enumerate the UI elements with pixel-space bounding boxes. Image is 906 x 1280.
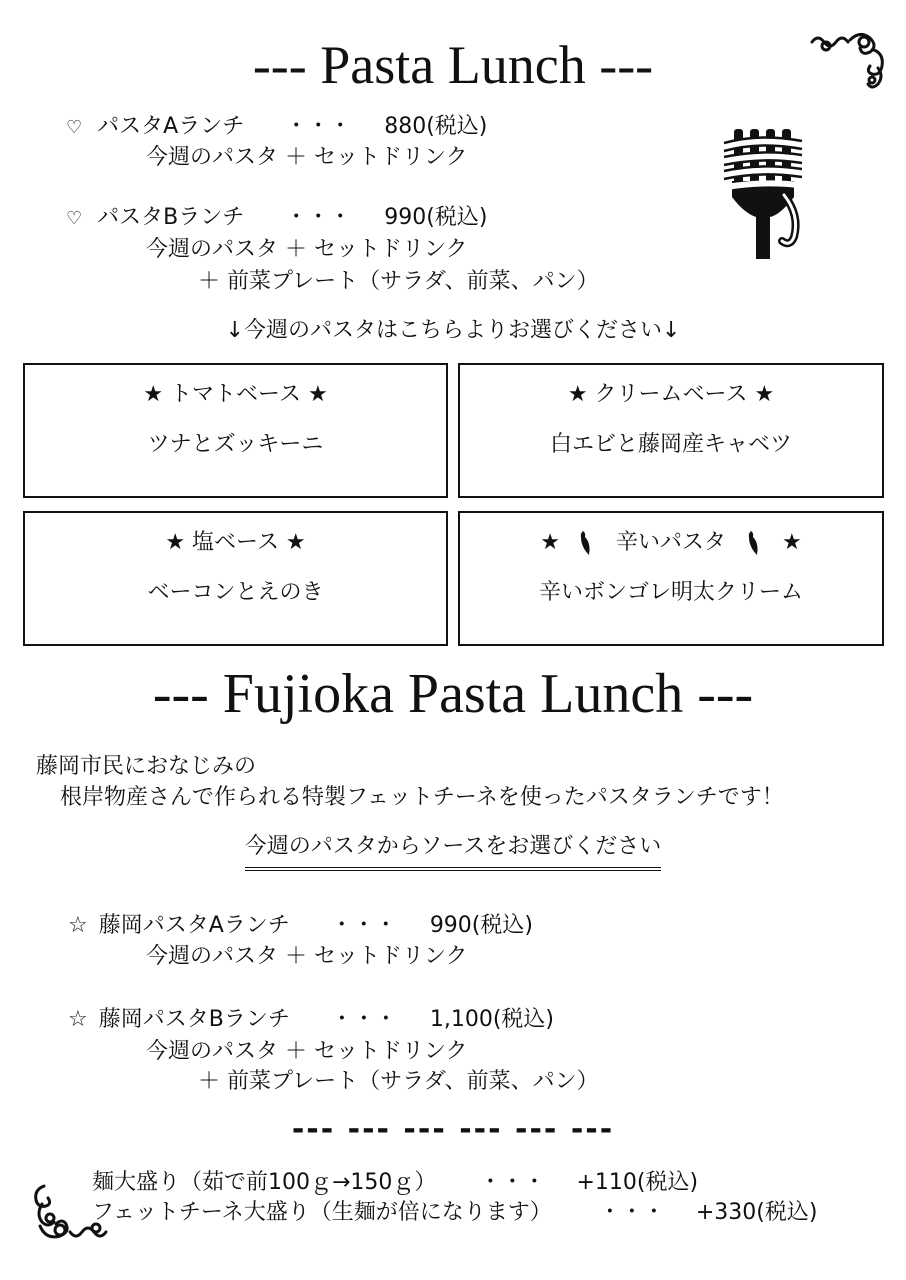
box-heading: [460, 525, 882, 557]
chili-pepper-icon: [745, 529, 765, 557]
option-dots: ・・・: [479, 1170, 546, 1195]
option-noodle-large: [92, 1168, 698, 1198]
item-price: 880(税込): [384, 114, 488, 139]
menu-item-desc: ＋ 前菜プレート（サラダ、前菜、パン）: [198, 269, 599, 294]
item-price: 990(税込): [384, 205, 488, 230]
menu-item-desc: 今週のパスタ ＋ セットドリンク: [146, 237, 468, 262]
menu-item-fujioka-a: [68, 911, 533, 941]
menu-item-desc: 今週のパスタ ＋ セットドリンク: [146, 1039, 468, 1064]
menu-item-pasta-a: [66, 112, 487, 143]
item-dots: ・・・: [285, 114, 352, 139]
fork-with-pasta-icon: [720, 125, 810, 265]
choose-pasta-note: ↓今週のパスタはこちらよりお選びください↓: [225, 318, 681, 343]
corner-ornament-bottom-left-icon: [30, 1180, 116, 1244]
option-price: +330(税込): [695, 1200, 818, 1225]
option-label: フェットチーネ大盛り（生麺が倍になります）: [92, 1200, 552, 1225]
option-label: 麺大盛り（茹で前100ｇ→150ｇ）: [92, 1170, 437, 1195]
sauce-box-spicy: [458, 511, 884, 646]
star-icon: ★: [540, 530, 560, 555]
item-dots: ・・・: [285, 205, 352, 230]
box-heading: ★ トマトベース ★: [143, 382, 328, 407]
sauce-note: [0, 832, 906, 862]
box-item: ツナとズッキーニ: [147, 432, 324, 457]
chili-pepper-icon: [577, 529, 597, 557]
fujioka-pasta-lunch-title: --- Fujioka Pasta Lunch ---: [152, 663, 754, 725]
star-outline-icon: ☆: [68, 1007, 88, 1032]
star-icon: ★: [782, 530, 802, 555]
box-heading: ★ 塩ベース ★: [165, 530, 306, 555]
box-item: 辛いボンゴレ明太クリーム: [538, 580, 803, 605]
item-name: 藤岡パスタBランチ: [98, 1007, 290, 1032]
intro-line: 藤岡市民におなじみの: [36, 754, 257, 779]
box-heading-text: 辛いパスタ: [615, 530, 726, 555]
heart-icon: ♡: [66, 117, 83, 138]
box-heading: ★ クリームベース ★: [567, 382, 775, 407]
sauce-box-cream: [458, 363, 884, 498]
menu-item-desc: 今週のパスタ ＋ セットドリンク: [146, 944, 468, 969]
sauce-box-tomato: [23, 363, 448, 498]
box-item: 白エビと藤岡産キャベツ: [549, 432, 792, 457]
star-outline-icon: ☆: [68, 913, 88, 938]
option-fettuccine-large: [92, 1198, 817, 1228]
menu-item-fujioka-b: [68, 1005, 554, 1035]
item-name: パスタAランチ: [97, 114, 245, 139]
box-item: ベーコンとえのき: [147, 580, 324, 605]
item-name: 藤岡パスタAランチ: [98, 913, 290, 938]
menu-item-desc: ＋ 前菜プレート（サラダ、前菜、パン）: [198, 1069, 599, 1094]
intro-line: 根岸物産さんで作られる特製フェットチーネを使ったパスタランチです！: [60, 785, 784, 810]
menu-item-desc: 今週のパスタ ＋ セットドリンク: [146, 145, 468, 170]
sauce-box-salt: [23, 511, 448, 646]
item-dots: ・・・: [330, 1007, 397, 1032]
sauce-note-text: 今週のパスタからソースをお選びください: [245, 834, 661, 871]
option-dots: ・・・: [598, 1200, 665, 1225]
item-price: 1,100(税込): [429, 1007, 554, 1032]
item-dots: ・・・: [330, 913, 397, 938]
menu-item-pasta-b: [66, 203, 487, 234]
item-name: パスタBランチ: [97, 205, 245, 230]
item-price: 990(税込): [429, 913, 533, 938]
option-price: +110(税込): [576, 1170, 699, 1195]
pasta-lunch-title: --- Pasta Lunch ---: [252, 35, 654, 95]
dash-divider: --- --- --- --- --- ---: [291, 1112, 615, 1147]
heart-icon: ♡: [66, 208, 83, 229]
